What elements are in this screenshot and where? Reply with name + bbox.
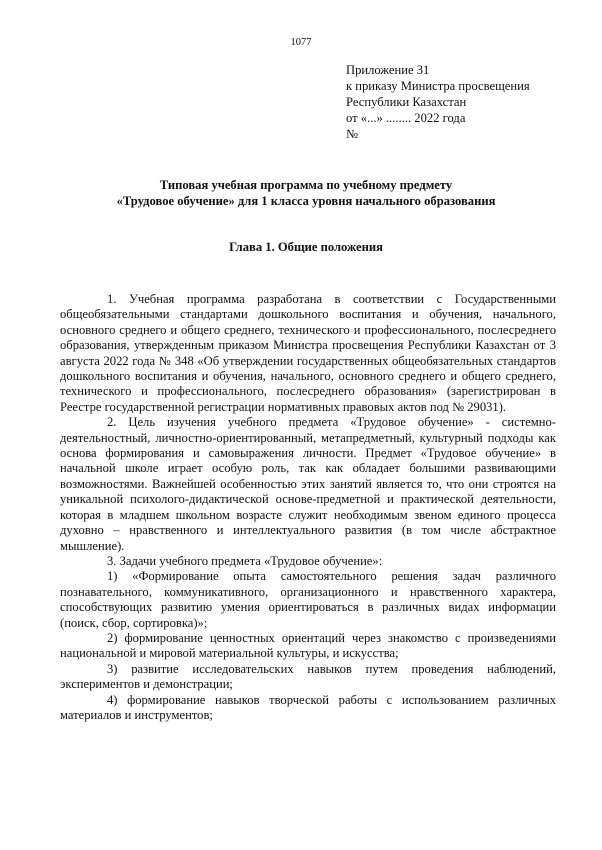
paragraph-2: 2. Цель изучения учебного предмета «Трудовое обучение» - системно-деятельностный, личностно-ориентированный, метапредметный, культурный подходы как основа формирования и самовыражения личности. Предмет «Трудовое обучение» в начальной школе играет особую роль, так как обладает большими развивающими возможностями. Важнейшей особенностью этих занятий является то, что они строятся на уникальной психолого-дидактической основе-предметной и практической деятельности, которая в младшем школьном возрасте служит необходимым звеном единого процесса духовно – нравственного и интеллектуального развития (в том числе абстрактное мышление). [60, 415, 556, 553]
appendix-line: от «...» ........ 2022 года [346, 111, 466, 125]
page-number: 1077 [290, 37, 312, 48]
task-item-3: 3) развитие исследовательских навыков путем проведения наблюдений, экспериментов и демонстрации; [60, 661, 556, 692]
appendix-block [346, 62, 586, 142]
document-title [44, 178, 568, 209]
paragraph-3: 3. Задачи учебного предмета «Трудовое обучение»: [107, 553, 383, 568]
body-text [60, 292, 556, 723]
appendix-line: к приказу Министра просвещения [346, 79, 530, 93]
chapter-title: Глава 1. Общие положения [229, 240, 383, 254]
appendix-line: Приложение 31 [346, 63, 430, 77]
task-item-2: 2) формирование ценностных ориентаций через знакомство с произведениями национальной и мировой материальной культуры, и искусства; [60, 630, 556, 661]
task-item-1: 1) «Формирование опыта самостоятельного решения задач различного познавательного, коммуникативного, организационного и нравственного характера, способствующих развитию умения ориентироваться в различных видах информации (поиск, сбор, сортировка)»; [60, 569, 556, 630]
task-item-4: 4) формирование навыков творческой работы с использованием различных материалов и инструментов; [60, 692, 556, 722]
appendix-line: № [346, 127, 359, 141]
document-title-line: Типовая учебная программа по учебному предмету [159, 178, 453, 192]
document-title-line: «Трудовое обучение» для 1 класса уровня начального образования [116, 193, 496, 208]
appendix-line: Республики Казахстан [346, 95, 467, 109]
paragraph-1: 1. Учебная программа разработана в соответствии с Государственными общеобязательными стандартами дошкольного воспитания и обучения, начального, основного среднего и общего среднего, технического и профессионального, послесреднего образования, утвержденным приказом Министра просвещения Республики Казахстан от 3 августа 2022 года № 348 «Об утверждении государственных общеобязательных стандартов дошкольного воспитания и обучения, начального, основного среднего и общего среднего, технического и профессионального, послесреднего образования» (зарегистрирован в Реестре государственной регистрации нормативных правовых актов под № 29031). [60, 292, 556, 414]
